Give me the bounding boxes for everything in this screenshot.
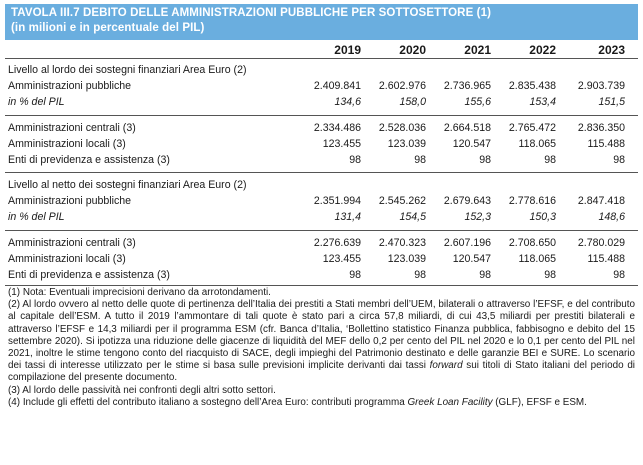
cell-2022: 2.708.650 [508, 237, 556, 249]
row-label: Enti di previdenza e assistenza (3) [8, 154, 170, 166]
section-divider [5, 230, 638, 231]
cell-2022: 2.835.438 [508, 80, 556, 92]
cell-2021: 155,6 [464, 96, 491, 108]
cell-2020: 123.039 [387, 253, 426, 265]
cell-2020: 98 [414, 154, 426, 166]
cell-2022: 98 [544, 269, 556, 281]
row-label: in % del PIL [8, 96, 65, 108]
cell-2021: 120.547 [452, 138, 491, 150]
cell-2019: 2.409.841 [313, 80, 361, 92]
cell-2020: 2.545.262 [378, 195, 426, 207]
table-row [5, 137, 638, 152]
footnote-4: (4) Include gli effetti del contributo italiano a sostegno dell’Area Euro: contributi programma Greek Loan Facility (GLF), EFSF e ESM. [8, 396, 587, 408]
row-label: Enti di previdenza e assistenza (3) [8, 269, 170, 281]
year-col-2022: 2022 [529, 43, 556, 57]
table-header [5, 4, 638, 40]
footnote-3: (3) Al lordo delle passività nei confronti degli altri sotto settori. [8, 384, 276, 396]
table-row [5, 252, 638, 267]
cell-2021: 98 [479, 269, 491, 281]
cell-2023: 148,6 [598, 211, 625, 223]
row-label: Amministrazioni locali (3) [8, 138, 126, 150]
cell-2023: 98 [613, 269, 625, 281]
cell-2021: 2.607.196 [443, 237, 491, 249]
row-label: in % del PIL [8, 211, 65, 223]
cell-2023: 151,5 [598, 96, 625, 108]
cell-2021: 2.736.965 [443, 80, 491, 92]
cell-2021: 120.547 [452, 253, 491, 265]
table-row [5, 121, 638, 136]
table-row [5, 63, 638, 78]
cell-2023: 2.847.418 [577, 195, 625, 207]
cell-2020: 2.602.976 [378, 80, 426, 92]
cell-2023: 2.780.029 [577, 237, 625, 249]
year-col-2019: 2019 [334, 43, 361, 57]
cell-2019: 2.334.486 [313, 122, 361, 134]
year-col-2021: 2021 [464, 43, 491, 57]
footnote-2: (2) Al lordo ovvero al netto delle quote di pertinenza dell’Italia dei prestiti a Stati membri dell’UEM, bilaterali o attraverso l’EFSF, e del contributo al capitale dell’ESM. A tutto il 2019 l’ammontare di tali quote è stato pari a circa 57,8 miliardi, di cui 43,5 miliardi per prestiti bilaterali e attraverso l’EFSF e 14,3 miliardi per il programma ESM (cfr. Banca d’Italia, ‘Bollettino statistico Finanza pubblica, fabbisogno e debito del 15 settembre 2020). Si ipotizza una riduzione delle giacenze di liquidità del MEF dello 0,2 per cento del PIL nel 2020 e lo 0,1 per cento del PIL nel 2021, inoltre le stime tengono conto del riacquisto di SACE, degli impieghi del Patrimonio destinato e delle garanzie BEI e SURE. Lo scenario dei tassi di interesse utilizzato per le stime si basa sulle previsioni implicite derivanti dai tassi forward sui titoli di Stato italiani del periodo di compilazione del presente documento. [8, 299, 636, 384]
cell-2019: 98 [349, 269, 361, 281]
cell-2020: 123.039 [387, 138, 426, 150]
table-bottom-divider [5, 285, 638, 286]
table-row [5, 95, 638, 110]
year-header-row [5, 42, 638, 59]
cell-2020: 98 [414, 269, 426, 281]
cell-2019: 2.351.994 [313, 195, 361, 207]
row-label: Livello al lordo dei sostegni finanziari Area Euro (2) [8, 64, 247, 76]
table-subtitle: (in milioni e in percentuale del PIL) [11, 22, 205, 34]
cell-2022: 98 [544, 154, 556, 166]
cell-2019: 123.455 [322, 138, 361, 150]
cell-2020: 2.470.323 [378, 237, 426, 249]
cell-2022: 118.065 [518, 138, 556, 150]
cell-2022: 2.765.472 [508, 122, 556, 134]
year-col-2023: 2023 [598, 43, 625, 57]
table-row [5, 268, 638, 283]
section-divider [5, 115, 638, 116]
table-title: TAVOLA III.7 DEBITO DELLE AMMINISTRAZIONI PUBBLICHE PER SOTTOSETTORE (1) [11, 7, 492, 19]
table-row [5, 194, 638, 209]
table-row [5, 178, 638, 193]
table-row [5, 79, 638, 94]
cell-2022: 150,3 [529, 211, 556, 223]
cell-2020: 154,5 [399, 211, 426, 223]
cell-2023: 115.488 [587, 138, 625, 150]
row-label: Amministrazioni centrali (3) [8, 122, 136, 134]
cell-2022: 2.778.616 [508, 195, 556, 207]
footnotes [8, 287, 635, 409]
cell-2023: 2.903.739 [577, 80, 625, 92]
cell-2023: 2.836.350 [577, 122, 625, 134]
cell-2020: 2.528.036 [378, 122, 426, 134]
table-row [5, 153, 638, 168]
cell-2021: 152,3 [464, 211, 491, 223]
cell-2019: 131,4 [334, 211, 361, 223]
row-label: Amministrazioni pubbliche [8, 80, 132, 92]
cell-2020: 158,0 [399, 96, 426, 108]
table-row [5, 236, 638, 251]
table-row [5, 210, 638, 225]
footnote-1: (1) Nota: Eventuali imprecisioni derivano da arrotondamenti. [8, 287, 271, 298]
year-col-2020: 2020 [399, 43, 426, 57]
cell-2019: 123.455 [322, 253, 361, 265]
cell-2019: 98 [349, 154, 361, 166]
cell-2021: 98 [479, 154, 491, 166]
section-divider [5, 172, 638, 173]
cell-2022: 118.065 [518, 253, 556, 265]
cell-2019: 134,6 [334, 96, 361, 108]
cell-2022: 153,4 [529, 96, 556, 108]
cell-2019: 2.276.639 [313, 237, 361, 249]
cell-2023: 115.488 [587, 253, 625, 265]
row-label: Amministrazioni locali (3) [8, 253, 126, 265]
row-label: Amministrazioni centrali (3) [8, 237, 136, 249]
row-label: Amministrazioni pubbliche [8, 195, 132, 207]
cell-2021: 2.664.518 [443, 122, 491, 134]
cell-2023: 98 [613, 154, 625, 166]
cell-2021: 2.679.643 [443, 195, 491, 207]
row-label: Livello al netto dei sostegni finanziari Area Euro (2) [8, 179, 247, 191]
